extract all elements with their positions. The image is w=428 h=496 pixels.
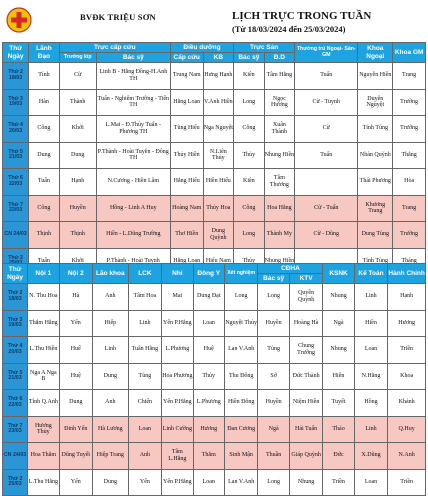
header-traditional: Đông Y bbox=[193, 264, 224, 284]
table-row bbox=[3, 195, 426, 222]
cell-cdha-ktv: Chung Trường bbox=[289, 337, 323, 364]
top-schedule-body bbox=[3, 63, 426, 275]
cell-nurse-er: Tùng Hiếu bbox=[170, 116, 203, 143]
cell-admin: Hạnh bbox=[388, 284, 426, 311]
day-cell: Thứ 6 22/03 bbox=[3, 169, 29, 196]
cell-midwife: Ngọc Hương bbox=[264, 89, 295, 116]
cell-nurse-kb: Dung Quỳnh bbox=[203, 222, 234, 249]
table-row bbox=[3, 469, 426, 496]
cell-acct: Hồng bbox=[354, 390, 388, 417]
header-int2: Nội 2 bbox=[59, 264, 93, 284]
cell-trad: Loan bbox=[193, 310, 224, 337]
cell-leader: Hàn bbox=[29, 89, 60, 116]
header-nurse-kb: KB bbox=[203, 53, 234, 63]
cell-nurse-kb: Hiền Hiếu bbox=[203, 169, 234, 196]
cell-anes: Trường bbox=[393, 89, 426, 116]
cell-peds: Hiệp Trang bbox=[93, 443, 129, 470]
cell-ksnk: Thảo bbox=[323, 416, 354, 443]
header-emergency: Trực cấp cứu bbox=[59, 43, 170, 53]
cell-anes: Thắng bbox=[393, 142, 426, 169]
cell-ksnk: Hiền bbox=[323, 363, 354, 390]
cell-ob-doctor: Thủy bbox=[234, 248, 265, 275]
cell-ksnk: Ngà bbox=[323, 310, 354, 337]
cell-cdha-doc: Thuần bbox=[258, 443, 289, 470]
cell-trad: Dung Đạt bbox=[193, 284, 224, 311]
header-lab: Xét nghiệm bbox=[224, 264, 258, 284]
cell-cdha-ktv: Niệm Hiền bbox=[289, 390, 323, 417]
cell-admin: Q.Huy bbox=[388, 416, 426, 443]
header-cdha: CĐHA bbox=[258, 264, 323, 274]
cell-ent: Tuấn bbox=[295, 63, 358, 90]
cell-ent bbox=[295, 169, 358, 196]
cell-nurse-kb: V.Anh Hiền bbox=[203, 89, 234, 116]
cell-lab: Đan Cương bbox=[224, 416, 258, 443]
cell-cdha-doc: Tùng bbox=[258, 337, 289, 364]
cell-ob-doctor: Kiên bbox=[234, 169, 265, 196]
cell-int1: Hương Thủy bbox=[28, 416, 59, 443]
cell-cdha-ktv: Hải Tuấn bbox=[289, 416, 323, 443]
cell-cdha-doc: Huyền bbox=[258, 310, 289, 337]
header-leader: Lãnh Đạo bbox=[29, 43, 60, 63]
cell-lck: Anh bbox=[128, 443, 162, 470]
cell-midwife: Xuân Thành bbox=[264, 116, 295, 143]
table-row bbox=[3, 169, 426, 196]
cell-nurse-er: Hoàng Nam bbox=[170, 195, 203, 222]
table-row bbox=[3, 416, 426, 443]
cell-midwife: Thành My bbox=[264, 222, 295, 249]
cell-lab: Lan V.Anh bbox=[224, 469, 258, 496]
cell-admin: Triền bbox=[388, 469, 426, 496]
cell-cdha-doc: Ngà bbox=[258, 416, 289, 443]
cell-lab: Thu Đông bbox=[224, 363, 258, 390]
cell-leader: Công bbox=[29, 116, 60, 143]
header-obgyn: Trực Sản bbox=[234, 43, 295, 53]
header-nurse-er: Cấp cứu bbox=[170, 53, 203, 63]
cell-acct: N.Hằng bbox=[354, 363, 388, 390]
cell-int2: Dũng Tuyết bbox=[59, 443, 93, 470]
table-row bbox=[3, 337, 426, 364]
cell-lab: Lan V.Anh bbox=[224, 337, 258, 364]
cell-ksnk: Đức bbox=[323, 443, 354, 470]
cell-peds: Hà Lương bbox=[93, 416, 129, 443]
cell-acct: Loan bbox=[354, 337, 388, 364]
day-cell: Thứ 2 bbox=[3, 248, 29, 275]
cell-leader: Thịnh bbox=[29, 222, 60, 249]
cell-acct: Linh bbox=[354, 416, 388, 443]
cell-trad: L.Phương bbox=[193, 390, 224, 417]
day-cell: Thứ 7 23/03 bbox=[3, 416, 28, 443]
cell-midwife: Tâm Thương bbox=[264, 169, 295, 196]
cell-pedi: Linh Cường bbox=[162, 416, 193, 443]
cell-cdha-ktv: Đức Thành bbox=[289, 363, 323, 390]
day-cell: Thứ 2 18/03 bbox=[3, 63, 29, 90]
cell-team: Hạnh bbox=[59, 169, 96, 196]
table-row bbox=[3, 390, 426, 417]
cell-peds: Linh bbox=[93, 337, 129, 364]
table-row bbox=[3, 310, 426, 337]
cell-lck: Yến bbox=[128, 469, 162, 496]
cell-ob-doctor: Long bbox=[234, 222, 265, 249]
cell-int1: L.Thu Hằng bbox=[28, 469, 59, 496]
cell-cdha-ktv: Quyền Quỳnh bbox=[289, 284, 323, 311]
day-cell: CN 24/03 bbox=[3, 443, 28, 470]
cell-int1: Nga A Nga B bbox=[28, 363, 59, 390]
cell-int2: Yến bbox=[59, 310, 93, 337]
cell-ksnk: Nhung bbox=[323, 284, 354, 311]
header-anes: Khoa GM bbox=[393, 43, 426, 63]
cell-lck: Linh bbox=[128, 310, 162, 337]
cell-leader: Tuấn bbox=[29, 169, 60, 196]
cell-int1: N. Thu Hoa bbox=[28, 284, 59, 311]
cell-peds: Anh bbox=[93, 390, 129, 417]
cell-lab: Sinh Mận bbox=[224, 443, 258, 470]
header-cdha-doctor: Bác sỹ bbox=[258, 274, 289, 284]
top-schedule-table bbox=[2, 42, 426, 275]
cell-anes: Trang bbox=[393, 63, 426, 90]
cell-trad: Thủy bbox=[193, 363, 224, 390]
cell-admin: Khánh bbox=[388, 390, 426, 417]
cell-admin: Hương bbox=[388, 310, 426, 337]
cell-lck: Loan bbox=[128, 416, 162, 443]
cell-doctor: Hồng - Linh A Huy bbox=[96, 195, 170, 222]
cell-nurse-er: Thủy Hiền bbox=[170, 142, 203, 169]
cell-pedi: Mai bbox=[162, 284, 193, 311]
cell-acct: Hiền bbox=[354, 310, 388, 337]
header-cdha-ktv: KTV bbox=[289, 274, 323, 284]
day-cell: Thứ 2 25/03 bbox=[3, 469, 28, 496]
cell-anes: Trưởng bbox=[393, 116, 426, 143]
table-row bbox=[3, 142, 426, 169]
cell-int2: Huệ bbox=[59, 363, 93, 390]
day-cell: Thứ 5 21/03 bbox=[3, 363, 28, 390]
day-cell: Thứ 4 20/03 bbox=[3, 116, 29, 143]
table-row bbox=[3, 222, 426, 249]
cell-acct: Linh bbox=[354, 284, 388, 311]
header-day: Thứ Ngày bbox=[3, 43, 29, 63]
cell-midwife: Nhung Hiền bbox=[264, 248, 295, 275]
cell-surgery: Tỉnh Tùng bbox=[358, 116, 393, 143]
cell-nurse-er: Hằng Loan bbox=[170, 89, 203, 116]
cell-nurse-kb: Nga Nguyệt bbox=[203, 116, 234, 143]
cell-ob-doctor: Long bbox=[234, 89, 265, 116]
header-geriatrics: Lão khoa bbox=[93, 264, 129, 284]
bottom-schedule-body bbox=[3, 284, 426, 496]
cell-leader: Công bbox=[29, 195, 60, 222]
cell-ent: Tuấn bbox=[295, 142, 358, 169]
cell-admin: Triền bbox=[388, 337, 426, 364]
cell-nurse-kb: Hưng Hạnh bbox=[203, 63, 234, 90]
cell-lab: Long bbox=[224, 284, 258, 311]
cell-doctor: N.Cương - Hiền Lâm bbox=[96, 169, 170, 196]
cell-peds: Dung bbox=[93, 469, 129, 496]
cell-surgery: Tỉnh Tùng bbox=[358, 248, 393, 275]
cell-ent: Cừ bbox=[295, 116, 358, 143]
schedule-period: (Từ 18/03/2024 đến 25/03/2024) bbox=[232, 24, 346, 34]
day-cell: Thứ 6 22/03 bbox=[3, 390, 28, 417]
cell-admin: Khoa bbox=[388, 363, 426, 390]
cell-ob-doctor: Công bbox=[234, 195, 265, 222]
cell-nurse-er: Hằng Hiếu bbox=[170, 169, 203, 196]
cell-peds: Anh bbox=[93, 284, 129, 311]
cell-nurse-er: Trung Nam bbox=[170, 63, 203, 90]
hospital-logo-icon bbox=[6, 7, 32, 33]
cell-pedi: Yến P.Hằng bbox=[162, 469, 193, 496]
table-row bbox=[3, 89, 426, 116]
header-int1: Nội 1 bbox=[28, 264, 59, 284]
hospital-name: BVĐK TRIỆU SƠN bbox=[80, 12, 156, 22]
cell-nurse-er: Thơ Hiền bbox=[170, 222, 203, 249]
page-title: LỊCH TRỰC TRONG TUẦN bbox=[232, 10, 372, 22]
cell-acct: X.Dũng bbox=[354, 443, 388, 470]
cell-cdha-doc: Long bbox=[258, 284, 289, 311]
cell-team: Thành bbox=[59, 89, 96, 116]
cell-cdha-ktv: Hoàng Hà bbox=[289, 310, 323, 337]
header-pediatrics: Nhi bbox=[162, 264, 193, 284]
cell-team: Thịnh bbox=[59, 222, 96, 249]
cell-team: Huyền bbox=[59, 195, 96, 222]
cell-lck: Tâm Hoa bbox=[128, 284, 162, 311]
cell-ksnk: Triền bbox=[323, 469, 354, 496]
cell-leader: Dung bbox=[29, 142, 60, 169]
cell-pedi: Yến P.Hằng bbox=[162, 310, 193, 337]
table-row bbox=[3, 116, 426, 143]
cell-ent: Cừ - Tuấn bbox=[295, 195, 358, 222]
cell-midwife: Nhung Hiền bbox=[264, 142, 295, 169]
header-lck: LCK bbox=[128, 264, 162, 284]
cell-doctor: Hiền - L.Dũng Trường bbox=[96, 222, 170, 249]
cell-surgery: Nguyễn Hiền bbox=[358, 63, 393, 90]
cell-ob-doctor: Thủy bbox=[234, 142, 265, 169]
header-nurse: Điều dưỡng bbox=[170, 43, 233, 53]
header bbox=[0, 0, 428, 40]
cell-int1: Tính Q.Anh bbox=[28, 390, 59, 417]
cell-nurse-kb: Hiếu Nam bbox=[203, 248, 234, 275]
cell-ent: Cừ - Tuynh bbox=[295, 89, 358, 116]
cell-doctor: P.Thành - Hoài Tuynh bbox=[96, 248, 170, 275]
cell-pedi: Yến P.Hằng bbox=[162, 390, 193, 417]
cell-nurse-kb: N.Liên Thủy bbox=[203, 142, 234, 169]
day-cell: Thứ 2 18/03 bbox=[3, 284, 28, 311]
cell-trad: Thắm bbox=[193, 443, 224, 470]
cell-lck: Tùng bbox=[128, 363, 162, 390]
cell-pedi: Tâm L.Hằng bbox=[162, 443, 193, 470]
cell-peds: Hiếp bbox=[93, 310, 129, 337]
cell-int2: Yến bbox=[59, 469, 93, 496]
cell-cdha-ktv: Giáp Quỳnh bbox=[289, 443, 323, 470]
cell-team: Khởi bbox=[59, 248, 96, 275]
cell-int1: L.Thu Hiền bbox=[28, 337, 59, 364]
cell-anes: Trang bbox=[393, 195, 426, 222]
cell-lck: Chiến bbox=[128, 390, 162, 417]
bottom-schedule-table bbox=[2, 263, 426, 496]
cell-nurse-er: Hằng Loan bbox=[170, 248, 203, 275]
day-cell: Thứ 7 23/03 bbox=[3, 195, 29, 222]
header-doctor: Bác sỹ bbox=[96, 53, 170, 63]
cell-surgery: Dung Tùng bbox=[358, 222, 393, 249]
cell-ksnk: Tuyết bbox=[323, 390, 354, 417]
cell-surgery: Khương Trang bbox=[358, 195, 393, 222]
cell-pedi: L.Phương bbox=[162, 337, 193, 364]
cell-trad: Huệ bbox=[193, 337, 224, 364]
cell-midwife: Tâm Hằng bbox=[264, 63, 295, 90]
cell-anes: Trường bbox=[393, 222, 426, 249]
cell-ob-doctor: Kiên bbox=[234, 63, 265, 90]
cell-lck: Tuân Hằng bbox=[128, 337, 162, 364]
cell-pedi: Hoa Phương bbox=[162, 363, 193, 390]
day-cell: Thứ 4 20/03 bbox=[3, 337, 28, 364]
cell-leader: Tuấn bbox=[29, 248, 60, 275]
cell-cdha-doc: Huyền bbox=[258, 390, 289, 417]
cell-peds: Dung bbox=[93, 363, 129, 390]
header-day: Thứ Ngày bbox=[3, 264, 28, 284]
cell-lab: Hiền Đông bbox=[224, 390, 258, 417]
cell-acct: Loan bbox=[354, 469, 388, 496]
cell-cdha-doc: Long bbox=[258, 469, 289, 496]
cell-trad: Hương bbox=[193, 416, 224, 443]
day-cell: Thứ 3 19/03 bbox=[3, 310, 28, 337]
cell-trad: Loan bbox=[193, 469, 224, 496]
cell-int2: Hà bbox=[59, 284, 93, 311]
cell-team: Khởi bbox=[59, 116, 96, 143]
header-team: Trưởng kíp bbox=[59, 53, 96, 63]
cell-anes: Tháng bbox=[393, 248, 426, 275]
header-ob-doctor: Bác sỹ bbox=[234, 53, 265, 63]
cell-int2: Dung bbox=[59, 390, 93, 417]
table-row bbox=[3, 284, 426, 311]
cell-ksnk: Nhung bbox=[323, 337, 354, 364]
table-row bbox=[3, 443, 426, 470]
cell-surgery: Duyên Nguyệt bbox=[358, 89, 393, 116]
cell-nurse-kb: Thủy Hoa bbox=[203, 195, 234, 222]
header-accounting: Kế Toán bbox=[354, 264, 388, 284]
cell-anes: Hòa bbox=[393, 169, 426, 196]
cell-midwife: Hoa Hằng bbox=[264, 195, 295, 222]
cell-lab: Nguyệt Thủy bbox=[224, 310, 258, 337]
cell-admin: N.Anh bbox=[388, 443, 426, 470]
cell-int1: Thắm Hằng bbox=[28, 310, 59, 337]
cell-team: Cừ bbox=[59, 63, 96, 90]
header-admin: Hành Chính bbox=[388, 264, 426, 284]
day-cell: Thứ 5 21/03 bbox=[3, 142, 29, 169]
header-ksnk: KSNK bbox=[323, 264, 354, 284]
header-midwife: Đ.D bbox=[264, 53, 295, 63]
table-row bbox=[3, 363, 426, 390]
cell-doctor: Linh B - Hằng Đồng-H.Anh TH bbox=[96, 63, 170, 90]
cell-doctor: P.Thành - Hoài Tuyên - Đông TH bbox=[96, 142, 170, 169]
header-surgery: Khoa Ngoại bbox=[358, 43, 393, 63]
cell-cdha-doc: Sở bbox=[258, 363, 289, 390]
cell-doctor: L.Mai - Đ.Thủy Tuấn - Phương TH bbox=[96, 116, 170, 143]
table-row bbox=[3, 63, 426, 90]
cell-doctor: Tuấn - Nghiêm Trường - Tiến TH bbox=[96, 89, 170, 116]
cell-int2: Huế bbox=[59, 337, 93, 364]
cell-int2: Đinh Yến bbox=[59, 416, 93, 443]
cell-surgery: Nhàn Quỳnh bbox=[358, 142, 393, 169]
cell-ent: Cừ - Dũng bbox=[295, 222, 358, 249]
day-cell: CN 24/03 bbox=[3, 222, 29, 249]
cell-int1: Hoa Thắm bbox=[28, 443, 59, 470]
cell-leader: Tính bbox=[29, 63, 60, 90]
cell-team: Dung bbox=[59, 142, 96, 169]
cell-surgery: Thái Phương bbox=[358, 169, 393, 196]
day-cell: Thứ 3 19/03 bbox=[3, 89, 29, 116]
header-ent: Thường trú Ngoại- Sản-GM bbox=[295, 43, 358, 63]
cell-ob-doctor: Công bbox=[234, 116, 265, 143]
cell-cdha-ktv: Nhung bbox=[289, 469, 323, 496]
